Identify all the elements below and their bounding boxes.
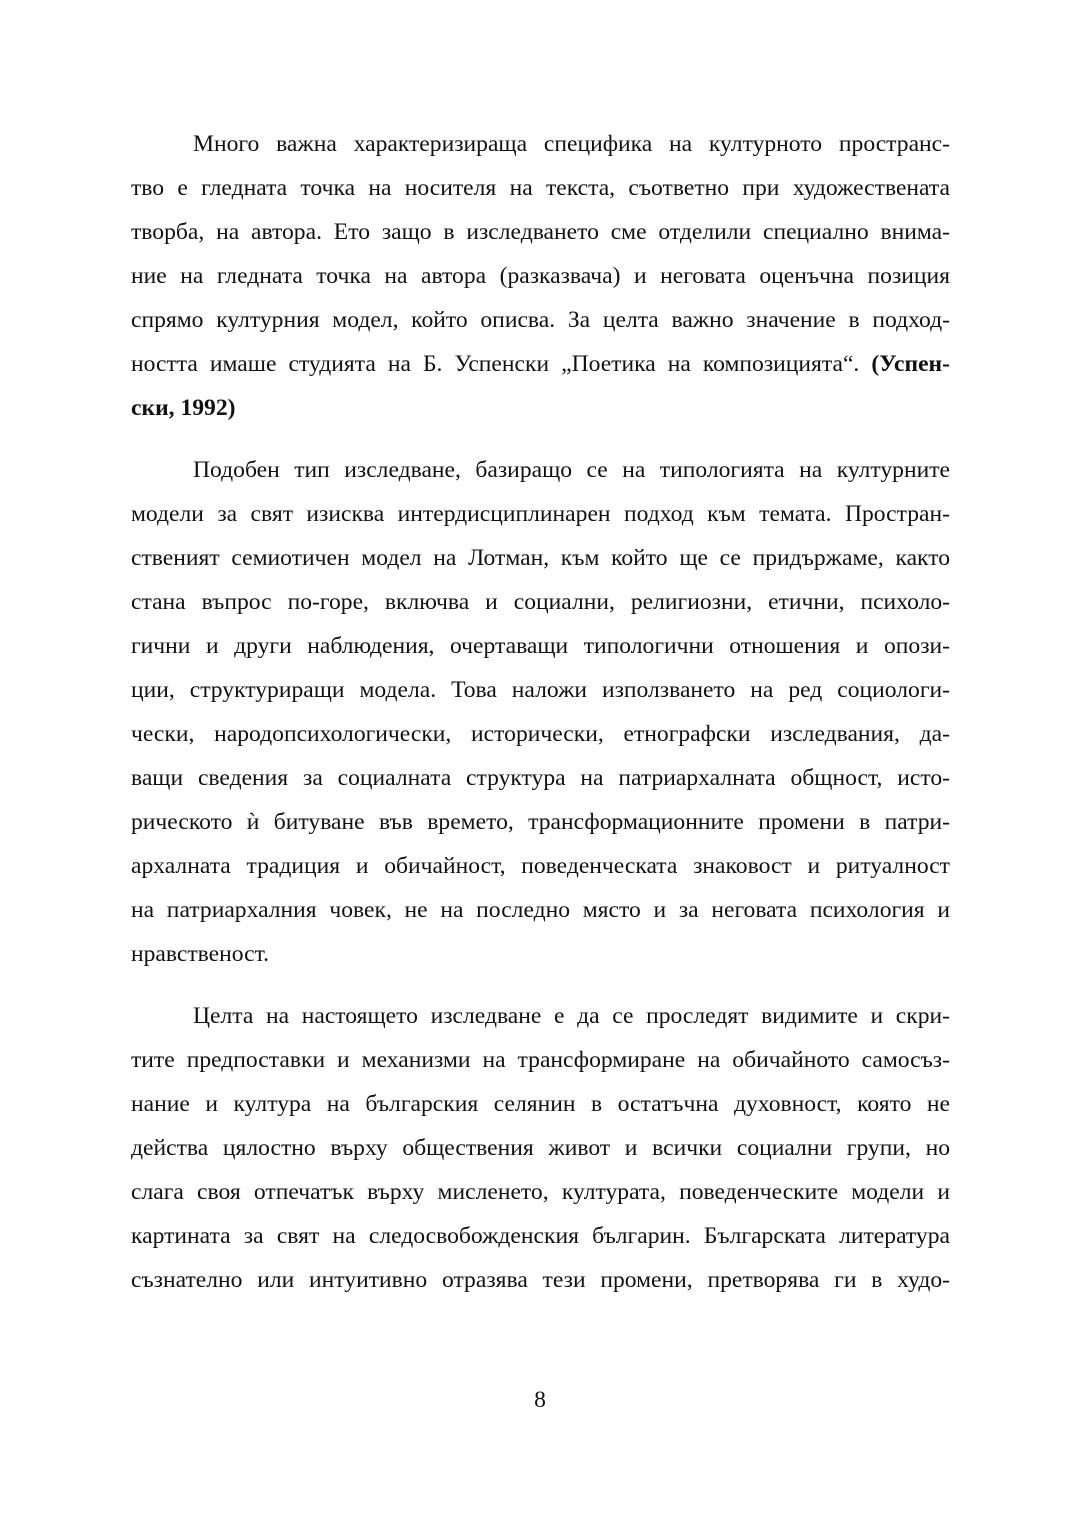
text-line: модели за свят изисква интердисциплинарен подход към темата. Простран- [131,501,950,527]
text-line: ственият семиотичен модел на Лотман, към който ще се придържаме, както [131,545,950,571]
text-line: архалната традиция и обичайност, поведенческата знаковост и ритуалност [131,853,950,879]
text-line: Много важна характеризираща специфика на културното пространс- [193,131,950,157]
text-line: творба, на автора. Ето защо в изследването сме отделили специално внима- [131,219,950,245]
citation-bold: (Успен- [871,351,950,377]
text-line: действа цялостно върху обществения живот и всички социални групи, но [131,1135,950,1161]
text-line: слага своя отпечатък върху мисленето, културата, поведенческите модели и [131,1179,950,1205]
text-line: съзнателно или интуитивно отразява тези промени, претворява ги в худо- [131,1267,950,1293]
text-line: спрямо културния модел, който описва. За целта важно значение в подход- [131,307,950,333]
text-line: ващи сведения за социалната структура на патриархалната общност, исто- [131,765,950,791]
text-line: на патриархалния човек, не на последно място и за неговата психология и [131,897,950,923]
text-line [131,388,950,428]
text-span: ността имаше студията на Б. Успенски „Поетика на композицията“. [131,351,872,377]
text-line: нравственост. [131,941,270,967]
text-line: тво е гледната точка на носителя на текста, съответно при художествената [131,175,950,201]
text-line: картината за свят на следосвобожденския българин. Българската литература [131,1223,950,1249]
text-line: чески, народопсихологически, исторически, етнографски изследвания, да- [131,721,950,747]
text-line: ции, структуриращи модела. Това наложи използването на ред социологи- [131,677,950,703]
text-line: стана въпрос по-горе, включва и социални, религиозни, етични, психоло- [131,589,950,615]
text-line: тите предпоставки и механизми на трансформиране на обичайното самосъз- [131,1047,950,1073]
text-line: Подобен тип изследване, базиращо се на типологията на културните [193,457,950,483]
text-line: рическото ѝ битуване във времето, трансформационните промени в патри- [131,809,950,835]
text-line: нание и култура на българския селянин в остатъчна духовност, която не [131,1091,950,1117]
page-number: 8 [534,1387,546,1413]
citation-bold: ски, 1992) [131,395,236,421]
text-line: ние на гледната точка на автора (разказвача) и неговата оценъчна позиция [131,263,950,289]
text-line: гични и други наблюдения, очертаващи типологични отношения и опози- [131,633,950,659]
text-line: Целта на настоящето изследване е да се проследят видимите и скри- [193,1003,950,1029]
text-line [131,344,950,384]
